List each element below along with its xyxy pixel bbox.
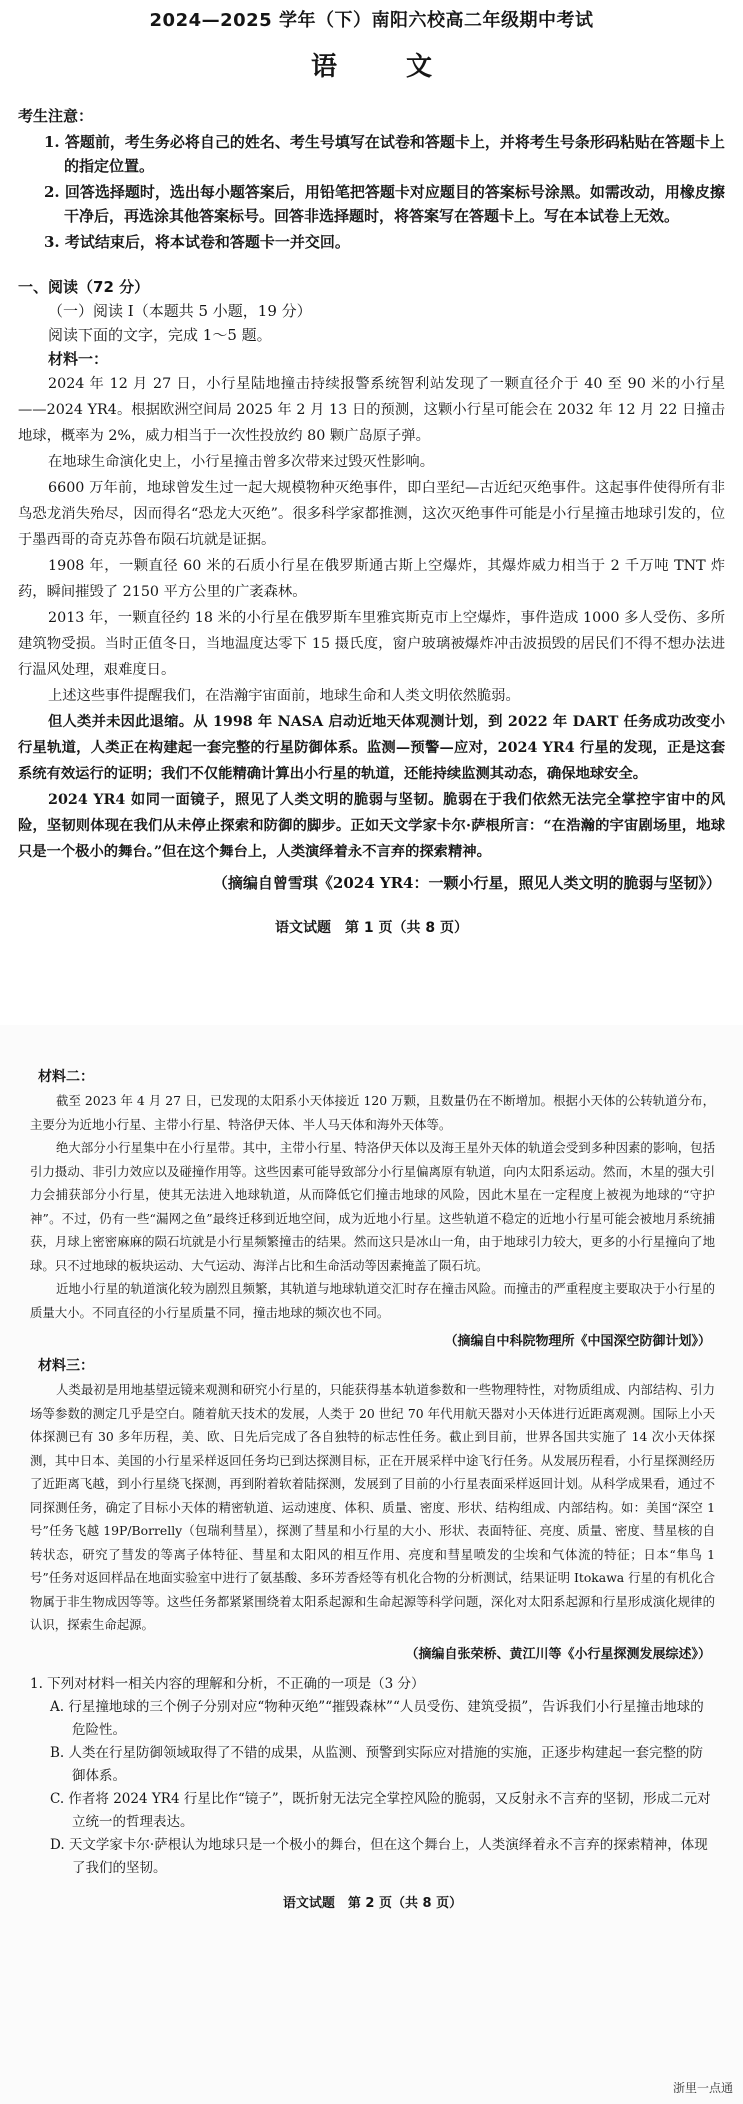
- material-1-paragraph: 在地球生命演化史上，小行星撞击曾多次带来过毁灭性影响。: [48, 454, 435, 470]
- material-1-heading: 材料一：: [48, 350, 109, 368]
- material-2-paragraph: 绝大部分小行星集中在小行星带。其中，主带小行星、特洛伊天体以及海王星外天体的轨道会受到多种因素的影响，包括引力摄动、非引力效应以及碰撞作用等。这些因素可能导致部分小行星偏离原有轨道，向内太阳系运动。然而，木星的强大引力会捕获部分小行星，使其无法进入地球轨道，从而降低它们撞击地球的风险，因此木星在一定程度上被视为地球的“守护神”。不过，仍有一些“漏网之鱼”最终迁移到近地空间，成为近地小行星。这些轨道不稳定的近地小行星可能会被地月系统捕获，月球上密密麻麻的陨石坑就是小行星频繁撞击的结果。然而这只是冰山一角，由于地球引力较大，更多的小行星撞向了地球。只不过地球的板块运动、大气运动、海洋占比和生命活动等因素掩盖了陨石坑。: [30, 1140, 715, 1273]
- material-1-paragraph: 6600 万年前，地球曾发生过一起大规模物种灭绝事件，即白垩纪—古近纪灭绝事件。这起事件使得所有非鸟恐龙消失殆尽，因而得名“恐龙大灭绝”。很多科学家都推测，这次灭绝事件可能是小行星撞击地球引发的，位于墨西哥的奇克苏鲁布陨石坑就是证据。: [18, 480, 725, 548]
- watermark-text: 浙里一点通: [672, 2081, 733, 2095]
- material-1-source: （摘编自曾雪琪《2024 YR4：一颗小行星，照见人类文明的脆弱与坚韧》）: [212, 874, 721, 892]
- note-item: 3. 考试结束后，将本试卷和答题卡一并交回。: [44, 233, 350, 251]
- question-1-option-a: A. 行星撞地球的三个例子分别对应“物种灭绝”“摧毁森林”“人员受伤、建筑受损”，告诉我们小行星撞击地球的危险性。: [50, 1698, 704, 1738]
- section-heading: 一、阅读（72 分）: [18, 278, 150, 296]
- material-3-source: （摘编自张荣桥、黄江川等《小行星探测发展综述》）: [405, 1646, 711, 1662]
- question-1-option-b: B. 人类在行星防御领域取得了不错的成果，从监测、预警到实际应对措施的实施，正逐步构建起一套完整的防御体系。: [50, 1744, 704, 1784]
- question-1-option-d: D. 天文学家卡尔·萨根认为地球只是一个极小的舞台，但在这个舞台上，人类演绎着永不言弃的探索精神，体现了我们的坚韧。: [50, 1836, 708, 1876]
- subject-title: 语 文: [310, 52, 463, 82]
- material-1-paragraph: 2024 YR4 如同一面镜子，照见了人类文明的脆弱与坚韧。脆弱在于我们依然无法完全掌控宇宙中的风险，坚韧则体现在我们从未停止探索和防御的脚步。正如天文学家卡尔·萨根所言：“在浩瀚的宇宙剧场里，地球只是一个极小的舞台。”但在这个舞台上，人类演绎着永不言弃的探索精神。: [18, 792, 725, 860]
- material-2-paragraph: 近地小行星的轨道演化较为剧烈且频繁，其轨道与地球轨道交汇时存在撞击风险。而撞击的严重程度主要取决于小行星的质量大小。不同直径的小行星质量不同，撞击地球的频次也不同。: [30, 1281, 715, 1320]
- page-footer: 语文试题 第 1 页（共 8 页）: [275, 920, 468, 936]
- material-1-paragraph: 上述这些事件提醒我们，在浩瀚宇宙面前，地球生命和人类文明依然脆弱。: [48, 688, 520, 704]
- exam-page-1: [0, 0, 743, 985]
- material-3-heading: 材料三：: [38, 1358, 94, 1374]
- note-item: 2. 回答选择题时，选出每小题答案后，用铅笔把答题卡对应题目的答案标号涂黑。如需改动，用橡皮擦干净后，再选涂其他答案标号。回答非选择题时，将答案写在答题卡上。写在本试卷上无效。: [44, 183, 725, 225]
- note-item: 1. 答题前，考生务必将自己的姓名、考生号填写在试卷和答题卡上，并将考生号条形码粘贴在答题卡上的指定位置。: [44, 133, 725, 175]
- page-footer: 语文试题 第 2 页（共 8 页）: [282, 1895, 463, 1911]
- material-1-paragraph: 但人类并未因此退缩。从 1998 年 NASA 启动近地天体观测计划，到 2022 年 DART 任务成功改变小行星轨道，人类正在构建起一套完整的行星防御体系。监测—预警—应对，2024 YR4 行星的发现，正是这套系统有效运行的证明；我们不仅能精确计算出小行星的轨道，还能持续监测其动态，确保地球安全。: [18, 714, 725, 782]
- material-3-paragraph: 人类最初是用地基望远镜来观测和研究小行星的，只能获得基本轨道参数和一些物理特性，对物质组成、内部结构、引力场等参数的测定几乎是空白。随着航天技术的发展，人类于 20 世纪 70 年代用航天器对小天体进行近距离观测。国际上小天体探测已有 30 多年历程，美、欧、日先后完成了各自独特的标志性任务。截止到目前，世界各国共实施了 14 次小天体探测，其中日本、美国的小行星采样返回任务均已到达探测目标，正在开展采样中途飞行任务。从发展历程看，小行星探测经历了近距离飞越，到小行星绕飞探测，再到附着软着陆探测，发展到了目前的小行星表面采样返回计划。从科学成果看，通过不同探测任务，确定了目标小天体的精密轨道、运动速度、体积、质量、密度、形状、结构组成、内部结构。如：美国“深空 1 号”任务飞越 19P/Borrelly（包瑞利彗星），探测了彗星和小行星的大小、形状、表面特征、亮度、质量、密度、彗星核的自转状态，研究了彗发的等离子体特征、彗星和太阳风的相互作用、亮度和彗星喷发的尘埃和气体流的特征；日本“隼鸟 1 号”任务对返回样品在地面实验室中进行了氨基酸、多环芳香烃等有机化合物的分析测试，结果证明 Itokawa 行星的有机化合物属于非生物成因等等。这些任务都紧紧围绕着太阳系起源和生命起源等科学问题，深化对太阳系起源和行星形成演化规律的认识，探索生命起源。: [30, 1382, 715, 1632]
- exam-page-2: [0, 1025, 743, 2104]
- material-1-paragraph: 2024 年 12 月 27 日，小行星陆地撞击持续报警系统智利站发现了一颗直径介于 40 至 90 米的小行星——2024 YR4。根据欧洲空间局 2025 年 2 月 13 日的预测，这颗小行星可能会在 2032 年 12 月 22 日撞击地球，概率为 2%，威力相当于一次性投放约 80 颗广岛原子弹。: [18, 376, 725, 444]
- notes-heading: 考生注意：: [18, 107, 94, 125]
- reading-instruction: 阅读下面的文字，完成 1～5 题。: [48, 326, 272, 344]
- material-2-heading: 材料二：: [38, 1069, 94, 1085]
- question-1-option-c: C. 作者将 2024 YR4 行星比作“镜子”，既折射无法完全掌控风险的脆弱，又反射永不言弃的坚韧，形成二元对立统一的哲理表达。: [50, 1790, 711, 1830]
- material-2-paragraph: 截至 2023 年 4 月 27 日，已发现的太阳系小天体接近 120 万颗，且数量仍在不断增加。根据小天体的公转轨道分布，主要分为近地小行星、主带小行星、特洛伊天体、半人马天体和海外天体等。: [30, 1093, 715, 1132]
- exam-title: 2024—2025 学年（下）南阳六校高二年级期中考试: [149, 10, 594, 31]
- material-2-source: （摘编自中科院物理所《中国深空防御计划》）: [444, 1334, 711, 1349]
- material-1-paragraph: 2013 年，一颗直径约 18 米的小行星在俄罗斯车里雅宾斯克市上空爆炸，事件造成 1000 多人受伤、多所建筑物受损。当时正值冬日，当地温度达零下 15 摄氏度，窗户玻璃被爆炸冲击波损毁的居民们不得不想办法进行温风处理，艰难度日。: [18, 610, 725, 678]
- question-1-stem: 1. 下列对材料一相关内容的理解和分析，不正确的一项是（3 分）: [30, 1675, 425, 1692]
- page-gap: [0, 985, 743, 1025]
- sub-section-heading: （一）阅读 Ⅰ（本题共 5 小题，19 分）: [48, 302, 312, 320]
- material-1-paragraph: 1908 年，一颗直径 60 米的石质小行星在俄罗斯通古斯上空爆炸，其爆炸威力相当于 2 千万吨 TNT 炸药，瞬间摧毁了 2150 平方公里的广袤森林。: [18, 558, 725, 600]
